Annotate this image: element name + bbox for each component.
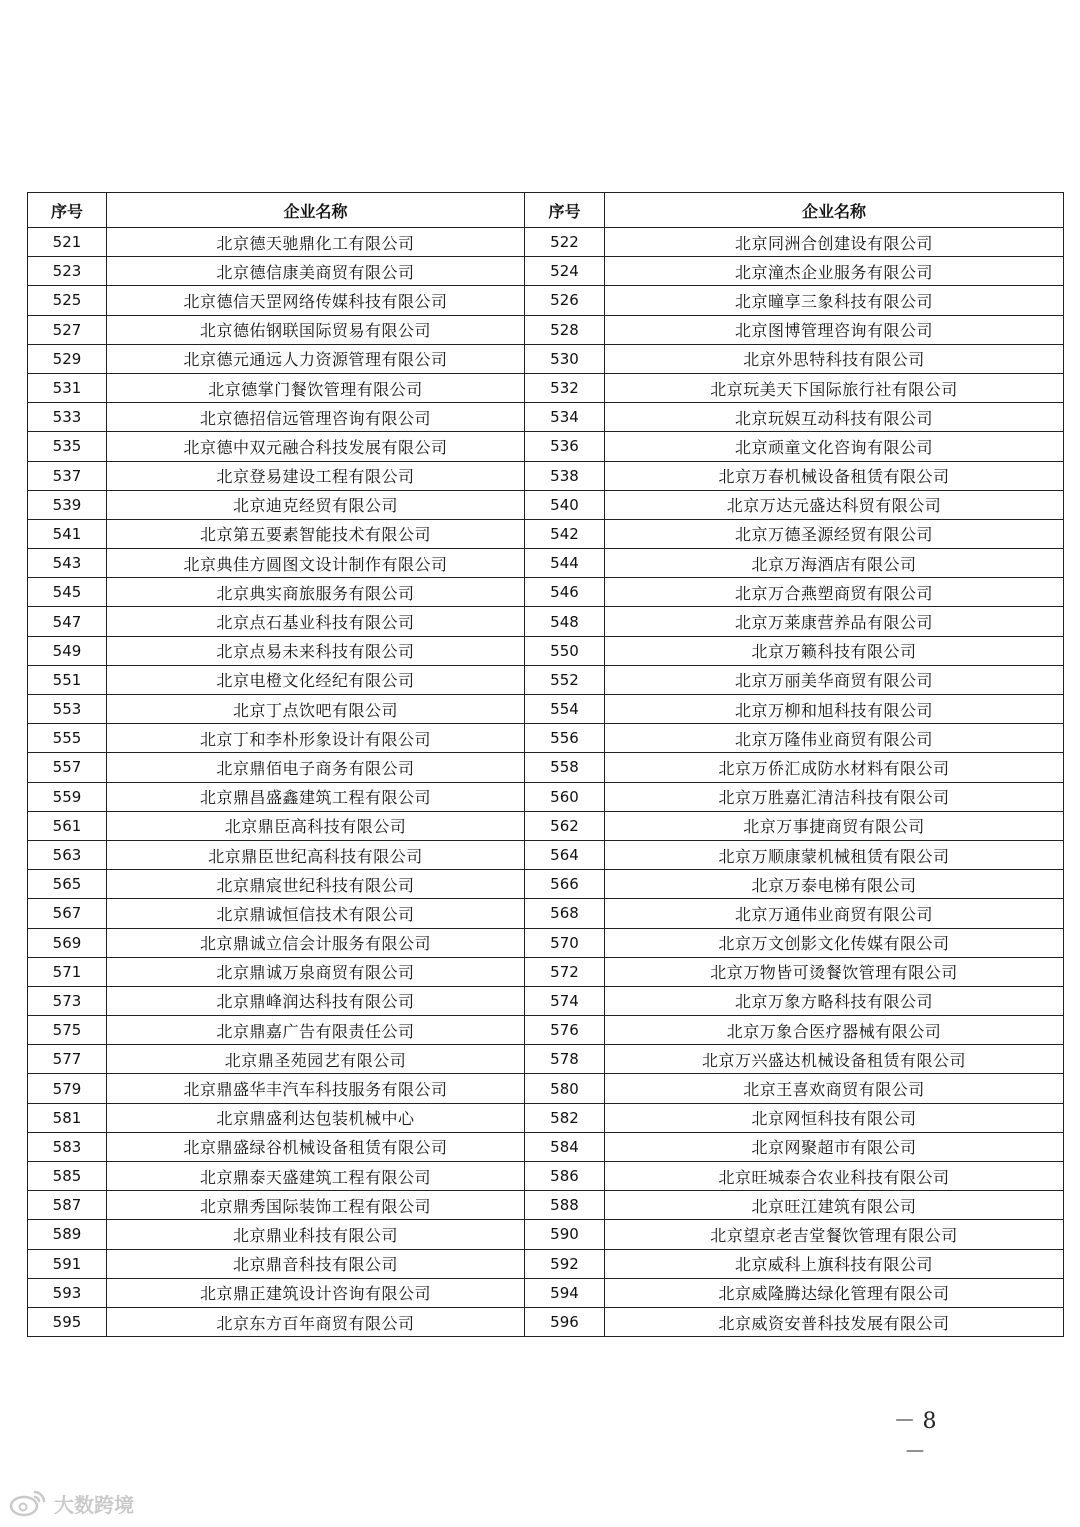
serial-cell: 523	[28, 257, 107, 286]
company-name-cell: 北京威隆腾达绿化管理有限公司	[605, 1278, 1064, 1307]
table-row	[28, 665, 1064, 694]
serial-cell: 527	[28, 315, 107, 344]
serial-cell: 576	[525, 1016, 605, 1045]
serial-cell: 530	[525, 344, 605, 373]
company-name-cell: 北京外思特科技有限公司	[605, 344, 1064, 373]
table-row	[28, 549, 1064, 578]
company-name-cell: 北京望京老吉堂餐饮管理有限公司	[605, 1220, 1064, 1249]
header-serial-left: 序号	[28, 193, 107, 228]
company-name-cell: 北京网聚超市有限公司	[605, 1132, 1064, 1161]
header-company-name-right: 企业名称	[605, 193, 1064, 228]
serial-cell: 582	[525, 1103, 605, 1132]
company-name-cell: 北京万丽美华商贸有限公司	[605, 665, 1064, 694]
serial-cell: 547	[28, 607, 107, 636]
company-name-cell: 北京鼎音科技有限公司	[107, 1249, 525, 1278]
serial-cell: 590	[525, 1220, 605, 1249]
company-name-cell: 北京德掌门餐饮管理有限公司	[107, 373, 525, 402]
company-name-cell: 北京万德圣源经贸有限公司	[605, 519, 1064, 548]
serial-cell: 567	[28, 899, 107, 928]
serial-cell: 544	[525, 549, 605, 578]
serial-cell: 563	[28, 840, 107, 869]
serial-cell: 566	[525, 870, 605, 899]
company-name-cell: 北京德佑钢联国际贸易有限公司	[107, 315, 525, 344]
table-row	[28, 344, 1064, 373]
table-row	[28, 899, 1064, 928]
company-name-cell: 北京万籁科技有限公司	[605, 636, 1064, 665]
serial-cell: 558	[525, 753, 605, 782]
company-name-cell: 北京图博管理咨询有限公司	[605, 315, 1064, 344]
serial-cell: 553	[28, 695, 107, 724]
serial-cell: 572	[525, 957, 605, 986]
serial-cell: 536	[525, 432, 605, 461]
serial-cell: 522	[525, 228, 605, 257]
table-row	[28, 432, 1064, 461]
company-name-cell: 北京德元通远人力资源管理有限公司	[107, 344, 525, 373]
company-name-cell: 北京万柳和旭科技有限公司	[605, 695, 1064, 724]
header-company-name-left: 企业名称	[107, 193, 525, 228]
serial-cell: 555	[28, 724, 107, 753]
company-name-cell: 北京典实商旅服务有限公司	[107, 578, 525, 607]
company-name-cell: 北京点石基业科技有限公司	[107, 607, 525, 636]
table-row	[28, 1278, 1064, 1307]
company-name-cell: 北京网恒科技有限公司	[605, 1103, 1064, 1132]
serial-cell: 569	[28, 928, 107, 957]
company-name-cell: 北京潼杰企业服务有限公司	[605, 257, 1064, 286]
company-name-cell: 北京万象方略科技有限公司	[605, 986, 1064, 1015]
company-name-cell: 北京万兴盛达机械设备租赁有限公司	[605, 1045, 1064, 1074]
serial-cell: 524	[525, 257, 605, 286]
company-name-cell: 北京德招信远管理咨询有限公司	[107, 403, 525, 432]
company-name-cell: 北京鼎佰电子商务有限公司	[107, 753, 525, 782]
company-name-cell: 北京鼎圣苑园艺有限公司	[107, 1045, 525, 1074]
serial-cell: 577	[28, 1045, 107, 1074]
company-name-cell: 北京鼎诚立信会计服务有限公司	[107, 928, 525, 957]
serial-cell: 525	[28, 286, 107, 315]
serial-cell: 534	[525, 403, 605, 432]
serial-cell: 533	[28, 403, 107, 432]
company-name-cell: 北京典佳方圆图文设计制作有限公司	[107, 549, 525, 578]
company-name-cell: 北京威科上旗科技有限公司	[605, 1249, 1064, 1278]
table-row	[28, 1249, 1064, 1278]
serial-cell: 596	[525, 1307, 605, 1336]
serial-cell: 538	[525, 461, 605, 490]
company-name-cell: 北京万莱康营养品有限公司	[605, 607, 1064, 636]
company-name-cell: 北京登易建设工程有限公司	[107, 461, 525, 490]
company-name-cell: 北京鼎盛利达包装机械中心	[107, 1103, 525, 1132]
serial-cell: 571	[28, 957, 107, 986]
company-name-cell: 北京万胜嘉汇清洁科技有限公司	[605, 782, 1064, 811]
company-name-cell: 北京玩娱互动科技有限公司	[605, 403, 1064, 432]
serial-cell: 532	[525, 373, 605, 402]
serial-cell: 543	[28, 549, 107, 578]
serial-cell: 554	[525, 695, 605, 724]
page-number: － 8 －	[893, 1409, 937, 1465]
serial-cell: 546	[525, 578, 605, 607]
serial-cell: 560	[525, 782, 605, 811]
serial-cell: 545	[28, 578, 107, 607]
header-serial-right: 序号	[525, 193, 605, 228]
company-name-cell: 北京万春机械设备租赁有限公司	[605, 461, 1064, 490]
company-name-cell: 北京东方百年商贸有限公司	[107, 1307, 525, 1336]
serial-cell: 575	[28, 1016, 107, 1045]
serial-cell: 540	[525, 490, 605, 519]
serial-cell: 587	[28, 1191, 107, 1220]
company-name-cell: 北京鼎臣高科技有限公司	[107, 811, 525, 840]
company-name-cell: 北京曈享三象科技有限公司	[605, 286, 1064, 315]
table-row	[28, 811, 1064, 840]
company-name-cell: 北京万象合医疗器械有限公司	[605, 1016, 1064, 1045]
company-name-cell: 北京万文创影文化传媒有限公司	[605, 928, 1064, 957]
table-row	[28, 957, 1064, 986]
company-name-cell: 北京万海酒店有限公司	[605, 549, 1064, 578]
table-row	[28, 257, 1064, 286]
table-row	[28, 490, 1064, 519]
serial-cell: 581	[28, 1103, 107, 1132]
table-row	[28, 1307, 1064, 1336]
serial-cell: 595	[28, 1307, 107, 1336]
serial-cell: 559	[28, 782, 107, 811]
company-name-cell: 北京万通伟业商贸有限公司	[605, 899, 1064, 928]
table-row	[28, 519, 1064, 548]
company-name-cell: 北京万隆伟业商贸有限公司	[605, 724, 1064, 753]
serial-cell: 528	[525, 315, 605, 344]
serial-cell: 579	[28, 1074, 107, 1103]
table-row	[28, 753, 1064, 782]
company-name-cell: 北京鼎宸世纪科技有限公司	[107, 870, 525, 899]
serial-cell: 591	[28, 1249, 107, 1278]
company-name-cell: 北京德中双元融合科技发展有限公司	[107, 432, 525, 461]
company-name-cell: 北京万顺康蒙机械租赁有限公司	[605, 840, 1064, 869]
company-name-cell: 北京德信天罡网络传媒科技有限公司	[107, 286, 525, 315]
table-row	[28, 928, 1064, 957]
company-name-cell: 北京王喜欢商贸有限公司	[605, 1074, 1064, 1103]
serial-cell: 565	[28, 870, 107, 899]
serial-cell: 574	[525, 986, 605, 1015]
company-name-cell: 北京万事捷商贸有限公司	[605, 811, 1064, 840]
serial-cell: 562	[525, 811, 605, 840]
company-name-cell: 北京电橙文化经纪有限公司	[107, 665, 525, 694]
table-row	[28, 1191, 1064, 1220]
serial-cell: 557	[28, 753, 107, 782]
company-name-cell: 北京同洲合创建设有限公司	[605, 228, 1064, 257]
serial-cell: 589	[28, 1220, 107, 1249]
company-name-cell: 北京第五要素智能技术有限公司	[107, 519, 525, 548]
table-body	[28, 228, 1064, 1337]
company-name-cell: 北京鼎诚恒信技术有限公司	[107, 899, 525, 928]
company-name-cell: 北京鼎嘉广告有限责任公司	[107, 1016, 525, 1045]
serial-cell: 529	[28, 344, 107, 373]
table-row	[28, 286, 1064, 315]
serial-cell: 568	[525, 899, 605, 928]
watermark	[8, 1488, 134, 1518]
serial-cell: 548	[525, 607, 605, 636]
company-name-cell: 北京鼎盛华丰汽车科技服务有限公司	[107, 1074, 525, 1103]
serial-cell: 521	[28, 228, 107, 257]
serial-cell: 539	[28, 490, 107, 519]
serial-cell: 551	[28, 665, 107, 694]
company-name-cell: 北京万泰电梯有限公司	[605, 870, 1064, 899]
watermark-text: 大数跨境	[54, 1492, 134, 1517]
company-name-cell: 北京丁和李朴形象设计有限公司	[107, 724, 525, 753]
serial-cell: 564	[525, 840, 605, 869]
company-name-cell: 北京万达元盛达科贸有限公司	[605, 490, 1064, 519]
table-row	[28, 403, 1064, 432]
company-name-cell: 北京点易未来科技有限公司	[107, 636, 525, 665]
company-name-cell: 北京旺城泰合农业科技有限公司	[605, 1162, 1064, 1191]
table-row	[28, 1045, 1064, 1074]
serial-cell: 592	[525, 1249, 605, 1278]
serial-cell: 531	[28, 373, 107, 402]
serial-cell: 537	[28, 461, 107, 490]
table-row	[28, 695, 1064, 724]
serial-cell: 535	[28, 432, 107, 461]
serial-cell: 585	[28, 1162, 107, 1191]
table-row	[28, 1016, 1064, 1045]
table-row	[28, 228, 1064, 257]
table-row	[28, 1132, 1064, 1161]
company-name-cell: 北京玩美天下国际旅行社有限公司	[605, 373, 1064, 402]
table-header-row	[28, 193, 1064, 228]
company-name-cell: 北京德信康美商贸有限公司	[107, 257, 525, 286]
table-row	[28, 986, 1064, 1015]
serial-cell: 556	[525, 724, 605, 753]
serial-cell: 542	[525, 519, 605, 548]
serial-cell: 588	[525, 1191, 605, 1220]
serial-cell: 580	[525, 1074, 605, 1103]
company-name-cell: 北京鼎峰润达科技有限公司	[107, 986, 525, 1015]
company-name-cell: 北京德天驰鼎化工有限公司	[107, 228, 525, 257]
table-row	[28, 1220, 1064, 1249]
table-row	[28, 636, 1064, 665]
serial-cell: 561	[28, 811, 107, 840]
serial-cell: 594	[525, 1278, 605, 1307]
company-name-cell: 北京鼎业科技有限公司	[107, 1220, 525, 1249]
serial-cell: 550	[525, 636, 605, 665]
table-row	[28, 373, 1064, 402]
company-name-cell: 北京丁点饮吧有限公司	[107, 695, 525, 724]
weibo-logo-icon	[8, 1489, 48, 1517]
table-row	[28, 782, 1064, 811]
company-list-table	[27, 192, 1064, 1337]
table-row	[28, 1103, 1064, 1132]
serial-cell: 593	[28, 1278, 107, 1307]
company-name-cell: 北京鼎诚万泉商贸有限公司	[107, 957, 525, 986]
company-name-cell: 北京威资安普科技发展有限公司	[605, 1307, 1064, 1336]
serial-cell: 541	[28, 519, 107, 548]
table-row	[28, 870, 1064, 899]
table-row	[28, 840, 1064, 869]
table-row	[28, 461, 1064, 490]
serial-cell: 584	[525, 1132, 605, 1161]
company-name-cell: 北京迪克经贸有限公司	[107, 490, 525, 519]
table-row	[28, 578, 1064, 607]
serial-cell: 583	[28, 1132, 107, 1161]
serial-cell: 549	[28, 636, 107, 665]
company-name-cell: 北京鼎盛绿谷机械设备租赁有限公司	[107, 1132, 525, 1161]
company-name-cell: 北京鼎正建筑设计咨询有限公司	[107, 1278, 525, 1307]
company-name-cell: 北京万侨汇成防水材料有限公司	[605, 753, 1064, 782]
table-row	[28, 1074, 1064, 1103]
company-name-cell: 北京鼎秀国际装饰工程有限公司	[107, 1191, 525, 1220]
table-row	[28, 607, 1064, 636]
company-name-cell: 北京鼎泰天盛建筑工程有限公司	[107, 1162, 525, 1191]
company-name-cell: 北京旺江建筑有限公司	[605, 1191, 1064, 1220]
company-name-cell: 北京鼎昌盛鑫建筑工程有限公司	[107, 782, 525, 811]
serial-cell: 578	[525, 1045, 605, 1074]
table-row	[28, 315, 1064, 344]
company-name-cell: 北京万合燕塑商贸有限公司	[605, 578, 1064, 607]
serial-cell: 552	[525, 665, 605, 694]
serial-cell: 570	[525, 928, 605, 957]
company-name-cell: 北京万物皆可烫餐饮管理有限公司	[605, 957, 1064, 986]
table-row	[28, 724, 1064, 753]
company-name-cell: 北京顽童文化咨询有限公司	[605, 432, 1064, 461]
company-name-cell: 北京鼎臣世纪高科技有限公司	[107, 840, 525, 869]
serial-cell: 573	[28, 986, 107, 1015]
table-row	[28, 1162, 1064, 1191]
serial-cell: 526	[525, 286, 605, 315]
serial-cell: 586	[525, 1162, 605, 1191]
